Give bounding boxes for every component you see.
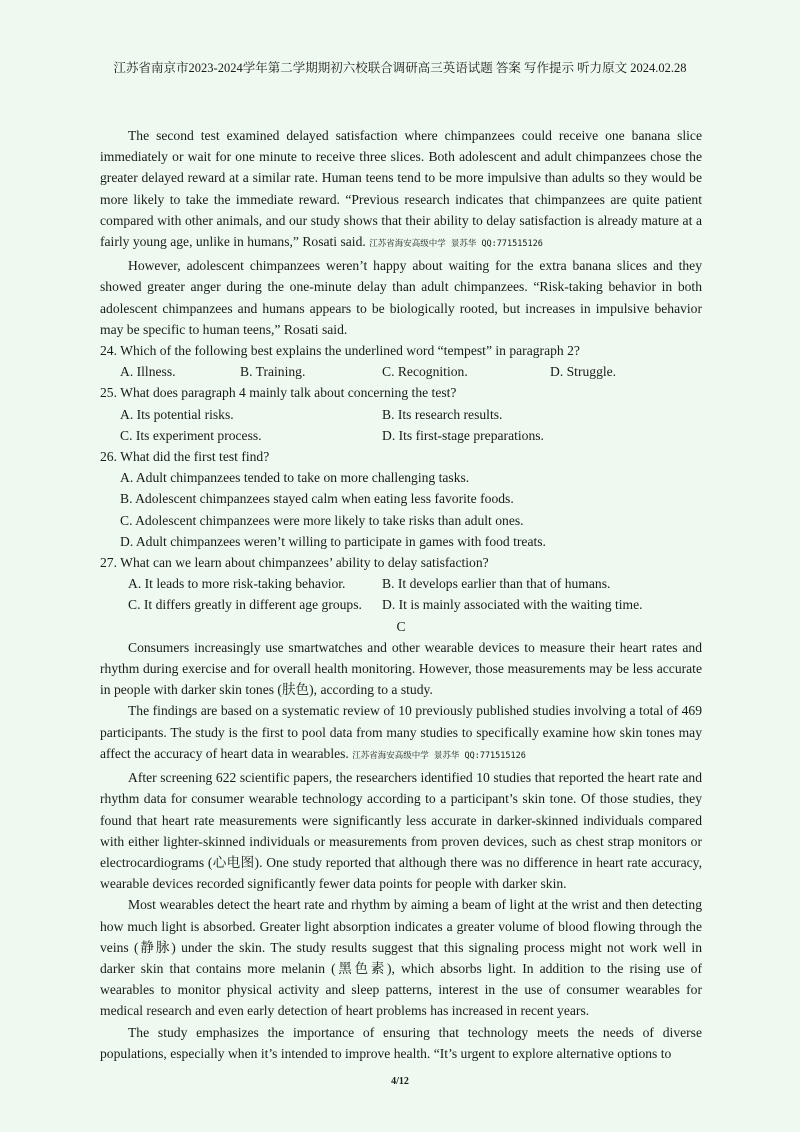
option: A. Illness. [120,364,176,380]
options-24 [100,361,702,382]
paragraph: After screening 622 scientific papers, the researchers identified 10 studies that reported the heart rate and rhythm data for consumer wearable technology according to a participant’s skin tone. Of those studies, they found that heart rate measurements were significantly less accurate in darker-skinned individuals compared with either lighter-skinned individuals or measurements from proven devices, such as chest strap monitors or electrocardiograms (心电图). One study reported that although there was no difference in heart rate accuracy, wearable devices recorded significantly fewer data points for people with darker skin. [100,770,702,892]
option: C. It differs greatly in different age groups. [128,597,362,613]
option: A. Adult chimpanzees tended to take on more challenging tasks. [120,470,470,486]
section-label: C [396,618,406,634]
option: C. Recognition. [382,364,468,380]
option: B. Training. [240,364,306,380]
watermark-note: 江苏省海安高级中学 景苏华 QQ:771515126 [352,750,526,761]
option: D. It is mainly associated with the waiting time. [382,597,643,613]
option: C. Adolescent chimpanzees were more likely to take risks than adult ones. [120,512,524,528]
options-27 [100,573,702,594]
header-date: 2024.02.28 [630,61,687,75]
options-27 [100,594,702,615]
document-body [100,125,702,1064]
option: B. Adolescent chimpanzees stayed calm when eating less favorite foods. [120,491,514,507]
options-25 [100,404,702,425]
paragraph: Most wearables detect the heart rate and rhythm by aiming a beam of light at the wrist and then detecting how much light is absorbed. Greater light absorption indicates a greater volume of blood flowing through the veins (静脉) under the skin. The study results suggest that this signaling process might not work well in darker skin that contains more melanin (黑色素), which absorbs light. In addition to the rising use of wearables to monitor physical activity and sleep patterns, interest in the use of consumer wearables for medical research and even early detection of heart problems has increased in recent years. [100,897,702,1019]
question-24: 24. Which of the following best explains the underlined word “tempest” in paragraph 2? [100,343,580,359]
page-number: 4/12 [391,1076,409,1087]
option: A. It leads to more risk-taking behavior. [128,576,346,592]
watermark-note: 江苏省海安高级中学 景苏华 QQ:771515126 [369,239,543,250]
option: B. It develops earlier than that of humans. [382,576,611,592]
paragraph: The second test examined delayed satisfaction where chimpanzees could receive one banana slice immediately or wait for one minute to receive three slices. Both adolescent and adult chimpanzees chose the greater delayed reward at a similar rate. Human teens tend to be more impulsive than adults so they would be more likely to take the immediate reward. “Previous research indicates that chimpanzees are quite patient compared with other animals, and our study shows that their ability to delay satisfaction is already mature at a fairly young age, unlike in humans,” Rosati said. 江苏省海安高级中学 景苏华 QQ:771515126 [100,128,702,250]
paragraph: However, adolescent chimpanzees weren’t happy about waiting for the extra banana slices and they showed greater anger during the one-minute delay than adult chimpanzees. “Risk-taking behavior in both adolescent chimpanzees and humans appears to be biologically rooted, but increases in impulsive behavior may be specific to human teens,” Rosati said. [100,258,702,337]
option: B. Its research results. [382,406,503,422]
header-title: 江苏省南京市2023-2024学年第二学期期初六校联合调研高三英语试题 答案 写作提示 听力原文 [113,61,628,75]
question-27: 27. What can we learn about chimpanzees’ ability to delay satisfaction? [100,555,489,571]
option: A. Its potential risks. [120,406,234,422]
paragraph: The findings are based on a systematic review of 10 previously published studies involving a total of 469 participants. The study is the first to pool data from many studies to specifically examine how skin tones may affect the accuracy of heart data in wearables. 江苏省海安高级中学 景苏华 QQ:771515126 [100,703,702,761]
option: D. Adult chimpanzees weren’t willing to participate in games with food treats. [120,533,546,549]
question-26: 26. What did the first test find? [100,449,270,465]
option: C. Its experiment process. [120,427,262,443]
option: D. Struggle. [550,364,617,380]
options-25 [100,425,702,446]
option: D. Its first-stage preparations. [382,427,544,443]
page-header [0,58,800,76]
question-25: 25. What does paragraph 4 mainly talk about concerning the test? [100,385,457,401]
paragraph: The study emphasizes the importance of ensuring that technology meets the needs of diverse populations, especially when it’s intended to improve health. “It’s urgent to explore alternative options to [100,1024,702,1061]
paragraph: Consumers increasingly use smartwatches and other wearable devices to measure their heart rates and rhythm during exercise and for overall health monitoring. However, those measurements may be less accurate in people with darker skin tones (肤色), according to a study. [100,639,702,698]
